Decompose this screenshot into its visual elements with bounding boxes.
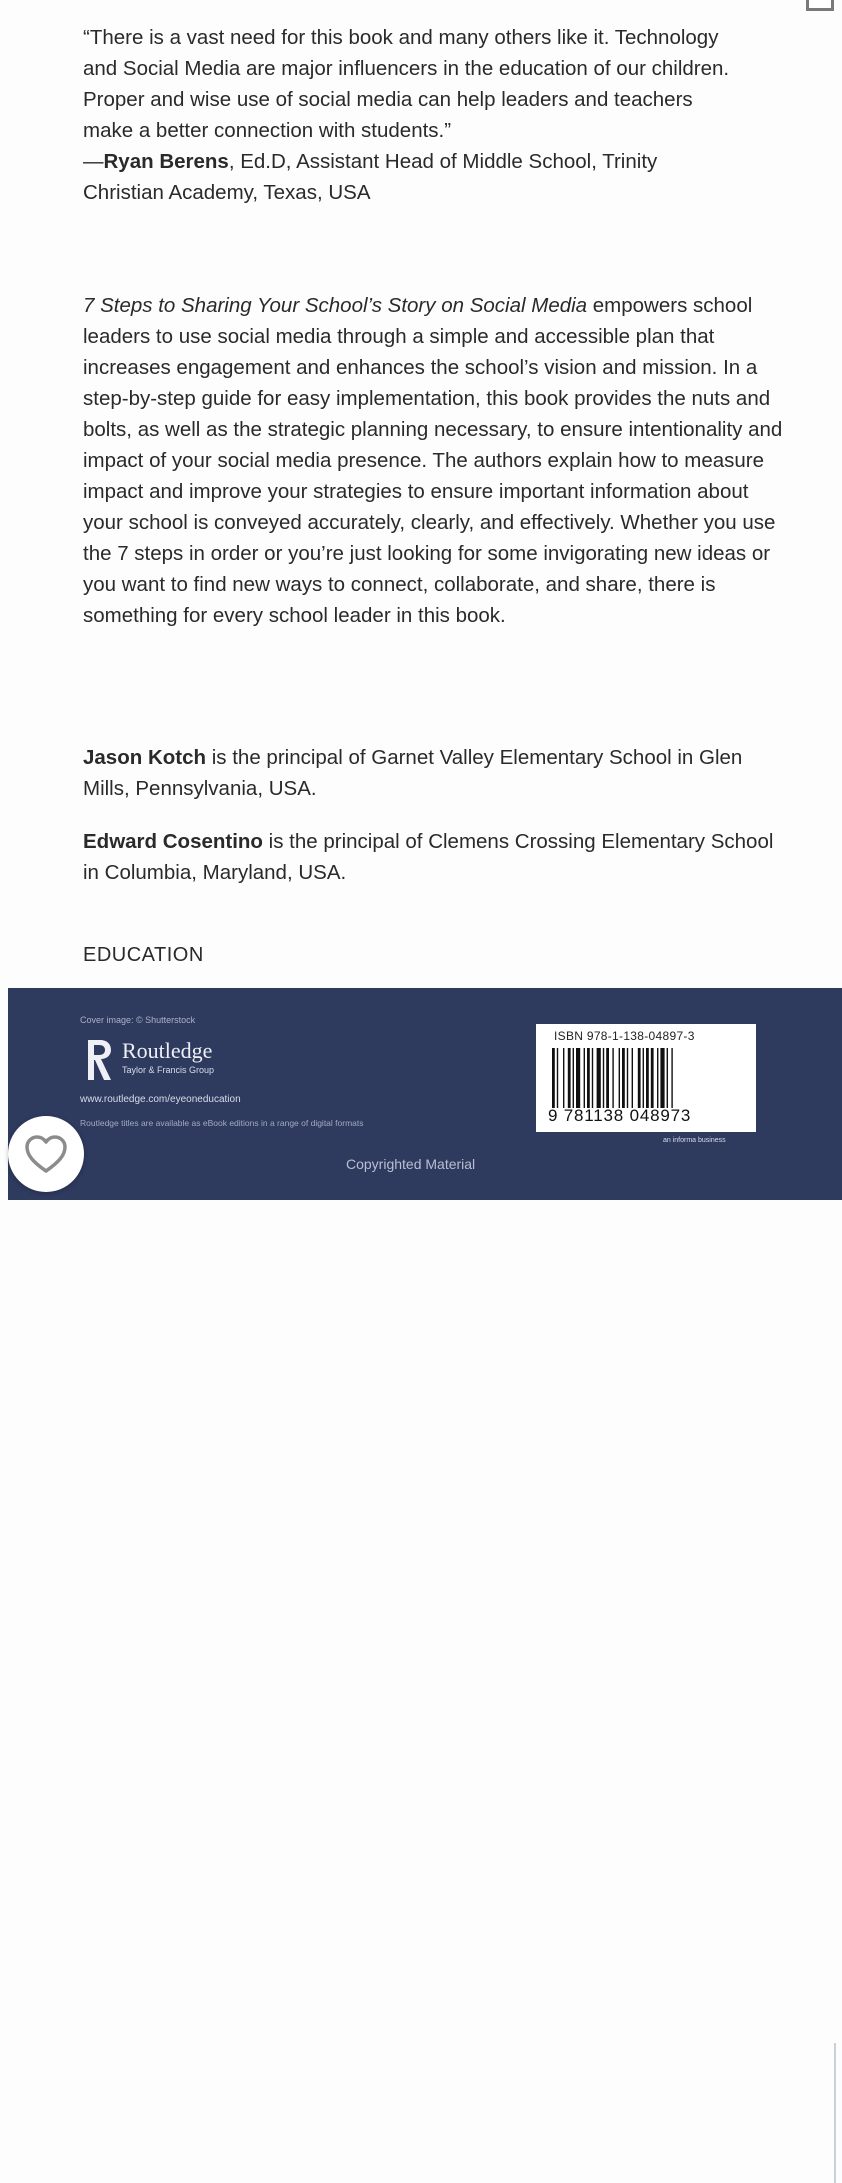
description-body: empowers school leaders to use social media through a simple and accessible plan that increases engagement and enhances the school’s vision and mission. In a step-by-step guide for easy implementation, this book provides the nuts and bolts, as well as the strategic planning necessary, to ensure intentionality and impact of your social media presence. The authors explain how to measure impact and improve your strategies to ensure important information about your school is conveyed accurately, clearly, and effectively. Whether you use the 7 steps in order or you’re just looking for some invigorating new ideas or you want to find new ways to connect, collaborate, and share, there is something for every school leader in this book.: [83, 294, 783, 627]
isbn-label: ISBN 978-1-138-04897-3: [554, 1029, 695, 1043]
quote-text: “There is a vast need for this book and many others like it. Technology and Social Media are major influencers in the education of our children. Proper and wise use of social media can help leaders and teachers make a better connection with students.”: [83, 26, 730, 142]
copyright-notice: Copyrighted Material: [346, 1156, 476, 1172]
author-text-1: is the principal of Garnet Valley Elementary School in Glen Mills, Pennsylvania, USA.: [83, 746, 743, 800]
barcode-icon: [550, 1048, 746, 1108]
author-name-1: Jason Kotch: [83, 746, 207, 769]
publisher-logo: [84, 1036, 214, 1084]
barcode-bar: [622, 1048, 625, 1108]
quote-author: Ryan Berens: [103, 150, 229, 173]
author-bio-1: [83, 742, 783, 804]
endorsement-quote: [83, 22, 743, 208]
barcode-bar: [557, 1048, 558, 1108]
barcode-bar: [627, 1048, 628, 1108]
barcode-bar: [632, 1048, 633, 1108]
barcode-bar: [667, 1048, 668, 1108]
barcode-bar: [563, 1048, 564, 1108]
barcode-bar: [576, 1048, 580, 1108]
barcode-bar: [619, 1048, 620, 1108]
author-bio-2: [83, 826, 783, 888]
barcode-bar: [552, 1048, 555, 1108]
barcode-bar: [573, 1048, 574, 1108]
quote-dash: —: [83, 150, 104, 173]
category-label: EDUCATION: [83, 944, 204, 966]
favorite-button[interactable]: [8, 1116, 84, 1192]
author-name-2: Edward Cosentino: [83, 830, 263, 853]
author-text-2: is the principal of Clemens Crossing Elementary School in Columbia, Maryland, USA.: [83, 830, 774, 884]
heart-icon: [23, 1133, 69, 1175]
isbn-barcode-box: [536, 1024, 756, 1132]
publisher-website: www.routledge.com/eyeoneducation: [80, 1094, 241, 1105]
barcode-bar: [671, 1048, 672, 1108]
publisher-name: Routledge: [122, 1038, 213, 1063]
formats-note: Routledge titles are available as eBook editions in a range of digital formats: [80, 1118, 364, 1128]
edge-marks: [834, 2043, 840, 2183]
barcode-bar: [657, 1048, 658, 1108]
barcode-bar: [660, 1048, 664, 1108]
book-title: 7 Steps to Sharing Your School’s Story on Social Media: [83, 294, 588, 317]
routledge-logo-icon: [84, 1036, 114, 1084]
barcode-bar: [643, 1048, 644, 1108]
barcode-bar: [651, 1048, 654, 1108]
informa-note: an informa business: [663, 1137, 726, 1144]
barcode-bar: [612, 1048, 613, 1108]
barcode-bar: [603, 1048, 604, 1108]
barcode-bar: [638, 1048, 641, 1108]
isbn-digits: 9 781138 048973: [548, 1106, 692, 1125]
barcode-bar: [568, 1048, 571, 1108]
book-description: [83, 290, 783, 631]
barcode-bar: [597, 1048, 601, 1108]
quote-author-credentials: , Ed.D, Assistant Head of Middle School, Trinity Christian Academy, Texas, USA: [83, 150, 658, 204]
barcode-bar: [587, 1048, 590, 1108]
barcode-bar: [606, 1048, 609, 1108]
cover-footer: [8, 988, 842, 1200]
barcode-bar: [584, 1048, 585, 1108]
cover-credit: Cover image: © Shutterstock: [80, 1015, 196, 1025]
barcode-bar: [646, 1048, 649, 1108]
publisher-group: Taylor & Francis Group: [122, 1065, 215, 1075]
corner-box: [806, 0, 834, 11]
barcode-bar: [592, 1048, 593, 1108]
